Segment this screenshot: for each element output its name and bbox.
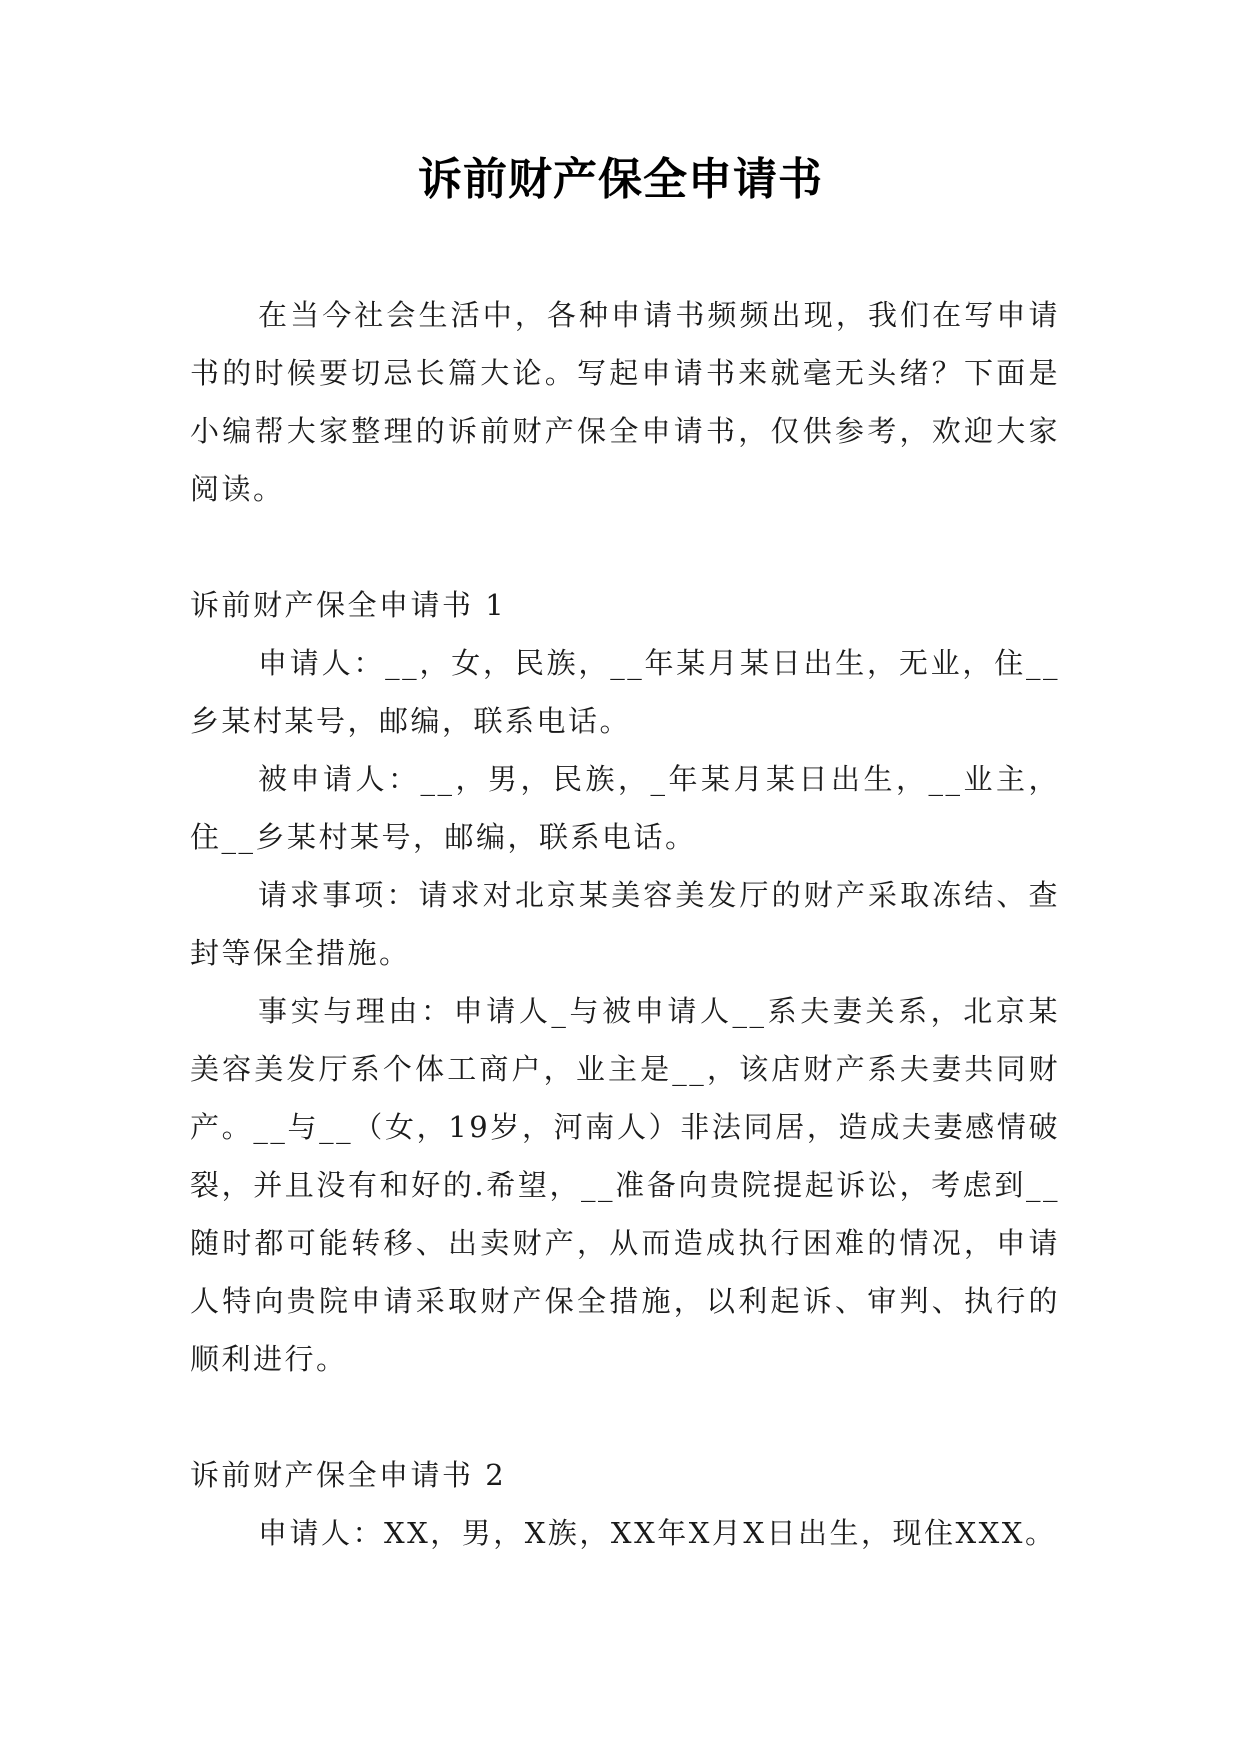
- section-1-heading: 诉前财产保全申请书 1: [190, 588, 507, 622]
- spacer: [190, 518, 1060, 576]
- spacer: [190, 1388, 1060, 1446]
- section-1-applicant: 申请人：__，女，民族，__年某月某日出生，无业，住__乡某村某号，邮编，联系电话。: [190, 646, 1060, 738]
- document-title: 诉前财产保全申请书: [418, 154, 823, 205]
- section-2-heading: 诉前财产保全申请书 2: [190, 1458, 507, 1492]
- section-1-facts: 事实与理由：申请人_与被申请人__系夫妻关系，北京某美容美发厅系个体工商户，业主是__，该店财产系夫妻共同财产。__与__（女，19岁，河南人）非法同居，造成夫妻感情破裂，并且没有和好的.希望，__准备向贵院提起诉讼，考虑到__随时都可能转移、出卖财产，从而造成执行困难的情况，申请人特向贵院申请采取财产保全措施，以利起诉、审判、执行的顺利进行。: [190, 994, 1060, 1376]
- document-body: [190, 286, 1060, 1562]
- section-1-respondent: 被申请人：__，男，民族，_年某月某日出生，__业主，住__乡某村某号，邮编，联系电话。: [190, 762, 1060, 854]
- section-2-applicant: 申请人：XX，男，X族，XX年X月X日出生，现住XXX。: [258, 1516, 1057, 1550]
- section-1-request: 请求事项：请求对北京某美容美发厅的财产采取冻结、查封等保全措施。: [190, 878, 1060, 970]
- intro-paragraph: 在当今社会生活中，各种申请书频频出现，我们在写申请书的时候要切忌长篇大论。写起申请书来就毫无头绪？下面是小编帮大家整理的诉前财产保全申请书，仅供参考，欢迎大家阅读。: [190, 298, 1060, 506]
